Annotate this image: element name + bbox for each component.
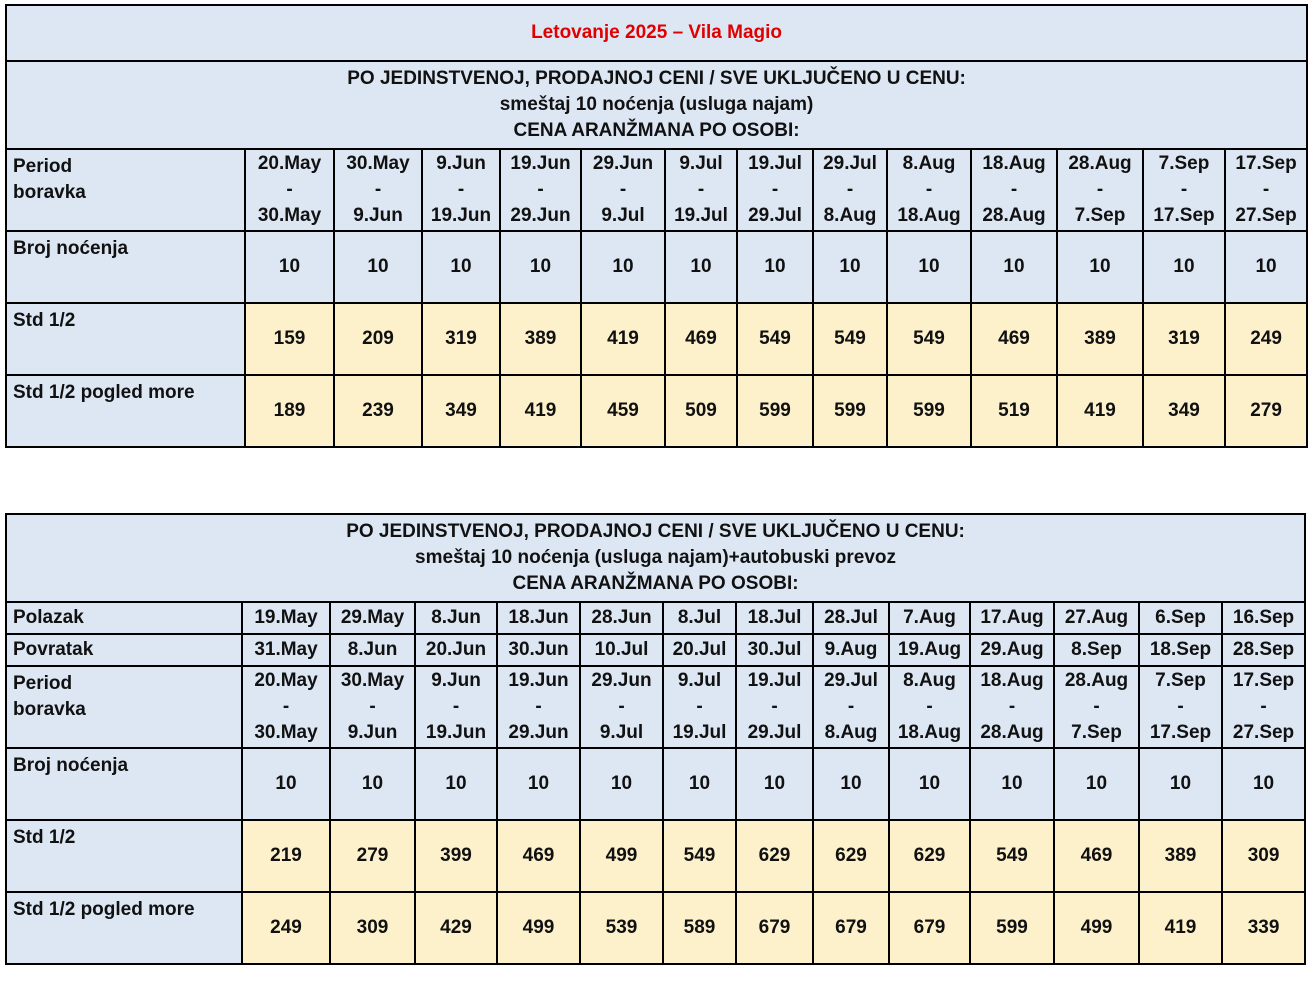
period-from: 29.Jul xyxy=(824,670,878,691)
price-cell: 549 xyxy=(970,820,1054,892)
period-cell xyxy=(1143,149,1225,231)
departure-date-cell: 7.Aug xyxy=(889,602,970,634)
period-separator: - xyxy=(771,696,778,717)
price-cell: 219 xyxy=(242,820,330,892)
period-cell xyxy=(887,149,971,231)
table-header xyxy=(6,61,1307,149)
nights-cell: 10 xyxy=(245,231,334,303)
period-cell xyxy=(500,149,581,231)
departure-date-cell: 16.Sep xyxy=(1222,602,1305,634)
period-cell xyxy=(971,149,1057,231)
period-cell xyxy=(737,149,813,231)
period-separator: - xyxy=(1008,696,1016,717)
period-separator: - xyxy=(925,179,933,200)
period-from: 9.Jun xyxy=(431,670,481,691)
period-separator: - xyxy=(452,696,460,717)
return-date-cell: 10.Jul xyxy=(580,634,663,666)
period-to: 9.Jul xyxy=(601,205,645,226)
nights-cell: 10 xyxy=(422,231,500,303)
price-cell: 519 xyxy=(971,375,1057,447)
period-separator: - xyxy=(847,696,855,717)
period-cell xyxy=(415,666,497,748)
price-cell: 209 xyxy=(334,303,422,375)
period-to: 29.Jun xyxy=(510,205,571,226)
departure-date-cell: 18.Jun xyxy=(497,602,580,634)
period-from: 20.May xyxy=(254,670,318,691)
nights-cell: 10 xyxy=(330,748,415,820)
price-cell: 159 xyxy=(245,303,334,375)
header-line: CENA ARANŽMANA PO OSOBI: xyxy=(513,120,800,141)
nights-cell: 10 xyxy=(334,231,422,303)
period-from: 30.May xyxy=(340,670,405,691)
nights-cell: 10 xyxy=(1057,231,1143,303)
nights-cell: 10 xyxy=(415,748,497,820)
period-to: 29.Jul xyxy=(748,205,802,226)
header-line: smeštaj 10 noćenja (usluga najam)+autobuski prevoz xyxy=(415,547,897,568)
return-date-cell: 19.Aug xyxy=(889,634,970,666)
price-cell: 469 xyxy=(497,820,580,892)
period-to: 9.Jun xyxy=(353,205,403,226)
std-sea-price-row xyxy=(6,375,1307,447)
period-from: 28.Aug xyxy=(1068,153,1132,174)
period-to: 27.Sep xyxy=(1232,722,1295,743)
price-cell: 499 xyxy=(497,892,580,964)
period-separator: - xyxy=(771,179,779,200)
period-from: 17.Sep xyxy=(1232,670,1295,691)
price-cell: 549 xyxy=(813,303,887,375)
nights-cell: 10 xyxy=(500,231,581,303)
return-date-cell: 28.Sep xyxy=(1222,634,1305,666)
price-cell: 279 xyxy=(330,820,415,892)
period-separator: - xyxy=(286,179,293,200)
period-separator: - xyxy=(697,179,705,200)
period-from: 19.Jul xyxy=(747,670,802,691)
price-cell: 549 xyxy=(663,820,736,892)
price-cell: 679 xyxy=(736,892,813,964)
period-cell xyxy=(889,666,970,748)
period-to: 7.Sep xyxy=(1071,722,1122,743)
header-line: CENA ARANŽMANA PO OSOBI: xyxy=(512,573,799,594)
price-cell: 309 xyxy=(330,892,415,964)
nights-cell: 10 xyxy=(1225,231,1307,303)
price-cell: 509 xyxy=(665,375,737,447)
return-date-cell: 31.May xyxy=(242,634,330,666)
price-cell: 679 xyxy=(813,892,889,964)
row-label-nights: Broj noćenja xyxy=(6,231,245,303)
period-from: 19.Jun xyxy=(508,670,569,691)
price-cell: 469 xyxy=(1054,820,1139,892)
nights-cell: 10 xyxy=(813,748,889,820)
period-from: 9.Jul xyxy=(677,670,722,691)
period-cell xyxy=(1139,666,1222,748)
period-cell xyxy=(1225,149,1307,231)
period-to: 29.Jun xyxy=(508,722,569,743)
period-to: 19.Jun xyxy=(425,722,487,743)
table-header xyxy=(6,514,1305,602)
std-price-row xyxy=(6,303,1307,375)
period-to: 28.Aug xyxy=(982,205,1046,226)
price-cell: 419 xyxy=(500,375,581,447)
period-cell xyxy=(736,666,813,748)
departure-date-cell: 19.May xyxy=(242,602,330,634)
period-separator: - xyxy=(282,696,290,717)
return-date-cell: 30.Jun xyxy=(497,634,580,666)
row-label-nights: Broj noćenja xyxy=(6,748,242,820)
period-cell xyxy=(334,149,422,231)
row-label-period: Period boravka xyxy=(6,149,245,231)
departure-date-cell: 8.Jul xyxy=(663,602,736,634)
period-to: 19.Jul xyxy=(674,205,728,226)
price-cell: 419 xyxy=(1057,375,1143,447)
nights-row xyxy=(6,231,1307,303)
price-cell: 339 xyxy=(1222,892,1305,964)
period-from: 30.May xyxy=(346,153,410,174)
period-cell xyxy=(970,666,1054,748)
price-cell: 429 xyxy=(415,892,497,964)
price-cell: 679 xyxy=(889,892,970,964)
period-from: 19.Jul xyxy=(748,153,802,174)
nights-cell: 10 xyxy=(580,748,663,820)
return-date-cell: 20.Jul xyxy=(663,634,736,666)
nights-cell: 10 xyxy=(737,231,813,303)
departure-date-cell: 18.Jul xyxy=(736,602,813,634)
nights-cell: 10 xyxy=(497,748,580,820)
return-date-cell: 20.Jun xyxy=(415,634,497,666)
period-cell xyxy=(1054,666,1139,748)
period-to: 17.Sep xyxy=(1153,205,1215,226)
nights-cell: 10 xyxy=(813,231,887,303)
nights-cell: 10 xyxy=(889,748,970,820)
header-line: PO JEDINSTVENOJ, PRODAJNOJ CENI / SVE UKLJUČENO U CENU: xyxy=(346,521,965,542)
departure-date-cell: 28.Jun xyxy=(580,602,663,634)
price-cell: 309 xyxy=(1222,820,1305,892)
period-separator: - xyxy=(618,696,625,717)
row-label-departure: Polazak xyxy=(6,602,242,634)
period-from: 9.Jun xyxy=(436,153,486,174)
price-cell: 319 xyxy=(1143,303,1225,375)
row-label-std-sea: Std 1/2 pogled more xyxy=(6,892,242,964)
period-separator: - xyxy=(1177,696,1184,717)
header-line: smeštaj 10 noćenja (usluga najam) xyxy=(499,94,814,115)
price-cell: 499 xyxy=(1054,892,1139,964)
row-label-return: Povratak xyxy=(6,634,242,666)
header-line: PO JEDINSTVENOJ, PRODAJNOJ CENI / SVE UKLJUČENO U CENU: xyxy=(347,68,966,89)
period-to: 8.Aug xyxy=(824,722,878,743)
period-to: 28.Aug xyxy=(980,722,1044,743)
period-cell xyxy=(813,149,887,231)
period-separator: - xyxy=(1096,179,1104,200)
nights-row xyxy=(6,748,1305,820)
departure-date-cell: 6.Sep xyxy=(1139,602,1222,634)
nights-cell: 10 xyxy=(1143,231,1225,303)
nights-cell: 10 xyxy=(581,231,665,303)
period-to: 9.Jul xyxy=(599,722,644,743)
period-cell xyxy=(663,666,736,748)
period-separator: - xyxy=(696,696,703,717)
row-label-period: Period boravka xyxy=(6,666,242,748)
period-separator: - xyxy=(1262,179,1270,200)
period-from: 7.Sep xyxy=(1158,153,1210,174)
period-row xyxy=(6,666,1305,748)
period-from: 18.Aug xyxy=(980,670,1044,691)
price-cell: 419 xyxy=(581,303,665,375)
period-cell xyxy=(581,149,665,231)
period-from: 18.Aug xyxy=(982,153,1046,174)
nights-cell: 10 xyxy=(1054,748,1139,820)
nights-cell: 10 xyxy=(665,231,737,303)
period-to: 30.May xyxy=(257,205,322,226)
price-cell: 599 xyxy=(813,375,887,447)
price-cell: 469 xyxy=(971,303,1057,375)
period-separator: - xyxy=(374,179,382,200)
period-separator: - xyxy=(1093,696,1100,717)
price-cell: 389 xyxy=(1139,820,1222,892)
price-cell: 239 xyxy=(334,375,422,447)
price-cell: 599 xyxy=(970,892,1054,964)
price-cell: 189 xyxy=(245,375,334,447)
period-from: 8.Aug xyxy=(902,153,956,174)
period-cell xyxy=(580,666,663,748)
price-cell: 399 xyxy=(415,820,497,892)
price-cell: 549 xyxy=(887,303,971,375)
departure-date-cell: 28.Jul xyxy=(813,602,889,634)
price-cell: 279 xyxy=(1225,375,1307,447)
period-separator: - xyxy=(619,179,627,200)
period-cell xyxy=(1057,149,1143,231)
price-cell: 599 xyxy=(887,375,971,447)
std-price-row xyxy=(6,820,1305,892)
price-cell: 589 xyxy=(663,892,736,964)
price-cell: 249 xyxy=(242,892,330,964)
period-to: 30.May xyxy=(254,722,318,743)
table-title: Letovanje 2025 – Vila Magio xyxy=(6,5,1307,61)
row-label-std: Std 1/2 xyxy=(6,303,245,375)
price-cell: 389 xyxy=(500,303,581,375)
price-cell: 319 xyxy=(422,303,500,375)
nights-cell: 10 xyxy=(736,748,813,820)
period-row xyxy=(6,149,1307,231)
period-from: 20.May xyxy=(257,153,322,174)
period-from: 29.Jun xyxy=(591,670,652,691)
price-cell: 419 xyxy=(1139,892,1222,964)
period-cell xyxy=(242,666,330,748)
period-from: 29.Jun xyxy=(592,153,654,174)
std-sea-price-row xyxy=(6,892,1305,964)
price-cell: 459 xyxy=(581,375,665,447)
row-label-std: Std 1/2 xyxy=(6,820,242,892)
period-to: 9.Jun xyxy=(347,722,398,743)
period-cell xyxy=(665,149,737,231)
period-from: 8.Aug xyxy=(903,670,956,691)
price-cell: 349 xyxy=(1143,375,1225,447)
period-to: 8.Aug xyxy=(823,205,877,226)
period-from: 28.Aug xyxy=(1064,670,1129,691)
return-date-cell: 30.Jul xyxy=(736,634,813,666)
period-to: 19.Jun xyxy=(430,205,492,226)
period-separator: - xyxy=(535,696,542,717)
period-separator: - xyxy=(1260,696,1267,717)
price-table-accommodation xyxy=(5,4,1308,448)
departure-row xyxy=(6,602,1305,634)
price-cell: 599 xyxy=(737,375,813,447)
period-from: 17.Sep xyxy=(1235,153,1297,174)
period-from: 9.Jul xyxy=(679,153,723,174)
period-separator: - xyxy=(369,696,376,717)
price-cell: 629 xyxy=(736,820,813,892)
price-cell: 389 xyxy=(1057,303,1143,375)
period-to: 17.Sep xyxy=(1149,722,1212,743)
period-to: 27.Sep xyxy=(1235,205,1297,226)
period-cell xyxy=(1222,666,1305,748)
return-date-cell: 29.Aug xyxy=(970,634,1054,666)
return-date-cell: 9.Aug xyxy=(813,634,889,666)
nights-cell: 10 xyxy=(663,748,736,820)
price-cell: 539 xyxy=(580,892,663,964)
price-cell: 629 xyxy=(889,820,970,892)
price-cell: 499 xyxy=(580,820,663,892)
period-separator: - xyxy=(846,179,854,200)
return-date-cell: 8.Sep xyxy=(1054,634,1139,666)
period-separator: - xyxy=(1180,179,1188,200)
price-cell: 469 xyxy=(665,303,737,375)
price-table-with-bus xyxy=(5,513,1306,965)
departure-date-cell: 29.May xyxy=(330,602,415,634)
period-separator: - xyxy=(926,696,933,717)
departure-date-cell: 8.Jun xyxy=(415,602,497,634)
period-from: 19.Jun xyxy=(510,153,571,174)
price-cell: 349 xyxy=(422,375,500,447)
nights-cell: 10 xyxy=(971,231,1057,303)
period-to: 19.Jul xyxy=(672,722,727,743)
period-to: 18.Aug xyxy=(897,722,962,743)
period-to: 29.Jul xyxy=(747,722,802,743)
row-label-std-sea: Std 1/2 pogled more xyxy=(6,375,245,447)
return-row xyxy=(6,634,1305,666)
period-to: 7.Sep xyxy=(1074,205,1126,226)
period-separator: - xyxy=(537,179,544,200)
period-cell xyxy=(422,149,500,231)
nights-cell: 10 xyxy=(1139,748,1222,820)
period-from: 29.Jul xyxy=(823,153,877,174)
nights-cell: 10 xyxy=(242,748,330,820)
nights-cell: 10 xyxy=(887,231,971,303)
departure-date-cell: 27.Aug xyxy=(1054,602,1139,634)
departure-date-cell: 17.Aug xyxy=(970,602,1054,634)
return-date-cell: 18.Sep xyxy=(1139,634,1222,666)
period-cell xyxy=(245,149,334,231)
nights-cell: 10 xyxy=(970,748,1054,820)
period-cell xyxy=(497,666,580,748)
price-cell: 249 xyxy=(1225,303,1307,375)
return-date-cell: 8.Jun xyxy=(330,634,415,666)
nights-cell: 10 xyxy=(1222,748,1305,820)
price-cell: 549 xyxy=(737,303,813,375)
period-to: 18.Aug xyxy=(897,205,961,226)
period-cell xyxy=(813,666,889,748)
price-cell: 629 xyxy=(813,820,889,892)
period-cell xyxy=(330,666,415,748)
period-separator: - xyxy=(1010,179,1018,200)
period-separator: - xyxy=(457,179,465,200)
period-from: 7.Sep xyxy=(1155,670,1206,691)
